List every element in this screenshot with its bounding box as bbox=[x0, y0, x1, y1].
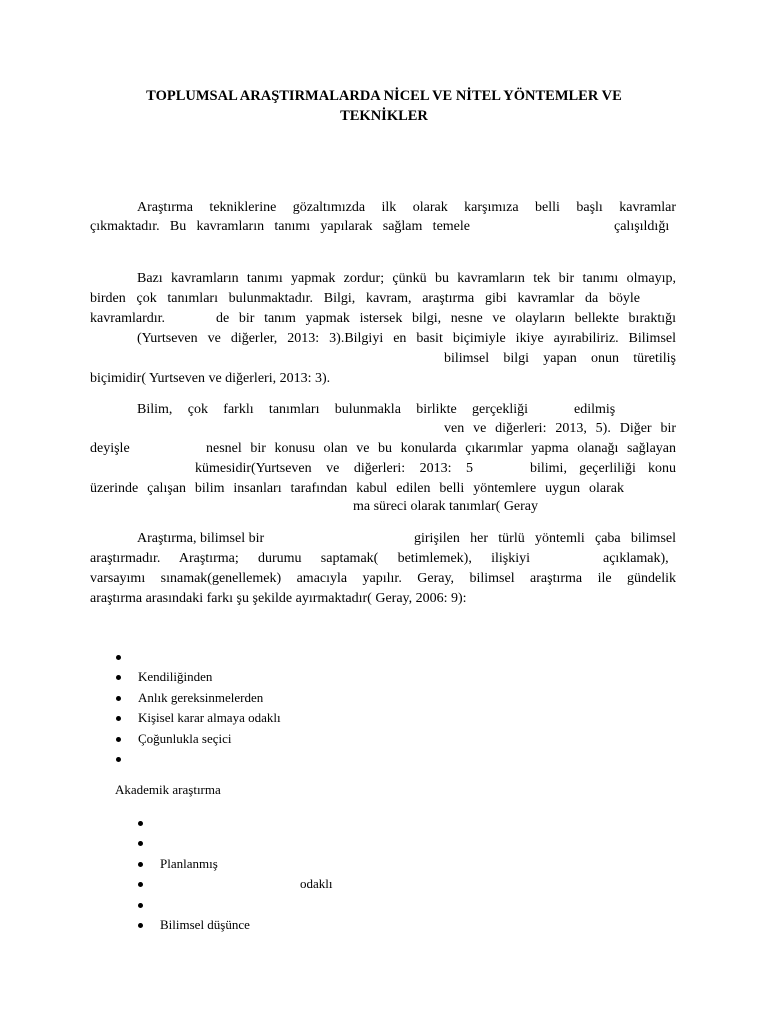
p2-line-3-start: kavramlardır. bbox=[90, 311, 166, 326]
document-title bbox=[90, 86, 678, 126]
p3-line-1-end: edilmiş bbox=[574, 402, 616, 417]
p2-line-2: birden çok tanımları bulunmaktadır. Bilgi, kavram, araştırma gibi kavramlar da böyle bbox=[90, 291, 640, 306]
p3-line-3-end: nesnel bir konusu olan ve bu konularda çıkarımlar yapma olanağı sağlayan bbox=[206, 441, 676, 456]
list2-item: Planlanmış bbox=[160, 856, 218, 871]
p3-line-3-start: deyişle bbox=[90, 441, 130, 456]
p3-line-5: üzerinde çalışan bilim insanları tarafından kabul edilen belli yöntemlere uygun olarak bbox=[90, 481, 624, 496]
p3-line-4-end: bilimi, geçerliliği konu bbox=[530, 461, 676, 476]
list1-item: Çoğunlukla seçici bbox=[138, 731, 232, 746]
p2-line-6: biçimidir( Yurtseven ve diğerleri, 2013: 3). bbox=[90, 371, 331, 386]
p3-line-1: Bilim, çok farklı tanımları bulunmakla birlikte gerçekliği bbox=[137, 402, 528, 417]
p3-line-4: kümesidir(Yurtseven ve diğerleri: 2013: 5 bbox=[195, 461, 473, 476]
p2-line-1: Bazı kavramların tanımı yapmak zordur; çünkü bu kavramların tek bir tanımı olmayıp, bbox=[137, 271, 676, 286]
p2-line-5: bilimsel bilgi yapan onun türetiliş bbox=[444, 351, 676, 366]
title-line-1: TOPLUMSAL ARAŞTIRMALARDA NİCEL VE NİTEL YÖNTEMLER VE bbox=[146, 88, 622, 104]
p1-line-1: Araştırma tekniklerine gözaltımızda ilk olarak karşımıza belli başlı kavramlar bbox=[137, 200, 676, 215]
p2-line-3-end: de bir tanım yapmak istersek bilgi, nesne ve olayların bellekte bıraktığı bbox=[216, 311, 676, 326]
p4-line-1-end: girişilen her türlü yöntemli çaba bilimsel bbox=[414, 531, 676, 546]
p4-line-4: araştırma arasındaki farkı şu şekilde ayırmaktadır( Geray, 2006: 9): bbox=[90, 591, 467, 606]
title-line-2: TEKNİKLER bbox=[340, 108, 428, 124]
p2-line-4: (Yurtseven ve diğerler, 2013: 3).Bilgiyi en basit biçimiyle ikiye ayırabiliriz. Bilimsel bbox=[137, 331, 676, 346]
p4-line-1: Araştırma, bilimsel bir bbox=[137, 531, 265, 546]
list1-item: Kişisel karar almaya odaklı bbox=[138, 710, 281, 725]
p3-line-6: ma süreci olarak tanımlar( Geray bbox=[353, 499, 539, 514]
p4-line-2: araştırmadır. Araştırma; durumu saptamak( betimlemek), ilişkiyi bbox=[90, 551, 530, 566]
p4-line-2-end: açıklamak), bbox=[603, 551, 669, 566]
list1-item: Anlık gereksinmelerden bbox=[138, 690, 264, 705]
p3-line-2: ven ve diğerleri: 2013, 5). Diğer bir bbox=[444, 421, 676, 436]
list2-item-text: odaklı bbox=[300, 876, 333, 891]
section-heading-akademik: Akademik araştırma bbox=[115, 782, 221, 797]
list2-item: Bilimsel düşünce bbox=[160, 917, 250, 932]
p1-line-2: çıkmaktadır. Bu kavramların tanımı yapılarak sağlam temele bbox=[90, 219, 470, 234]
p4-line-3: varsayımı sınamak(genellemek) amacıyla yapılır. Geray, bilimsel araştırma ile gündelik bbox=[90, 571, 676, 586]
list1-item: Kendiliğinden bbox=[138, 669, 213, 684]
p1-line-2-end: çalışıldığı bbox=[614, 219, 670, 234]
